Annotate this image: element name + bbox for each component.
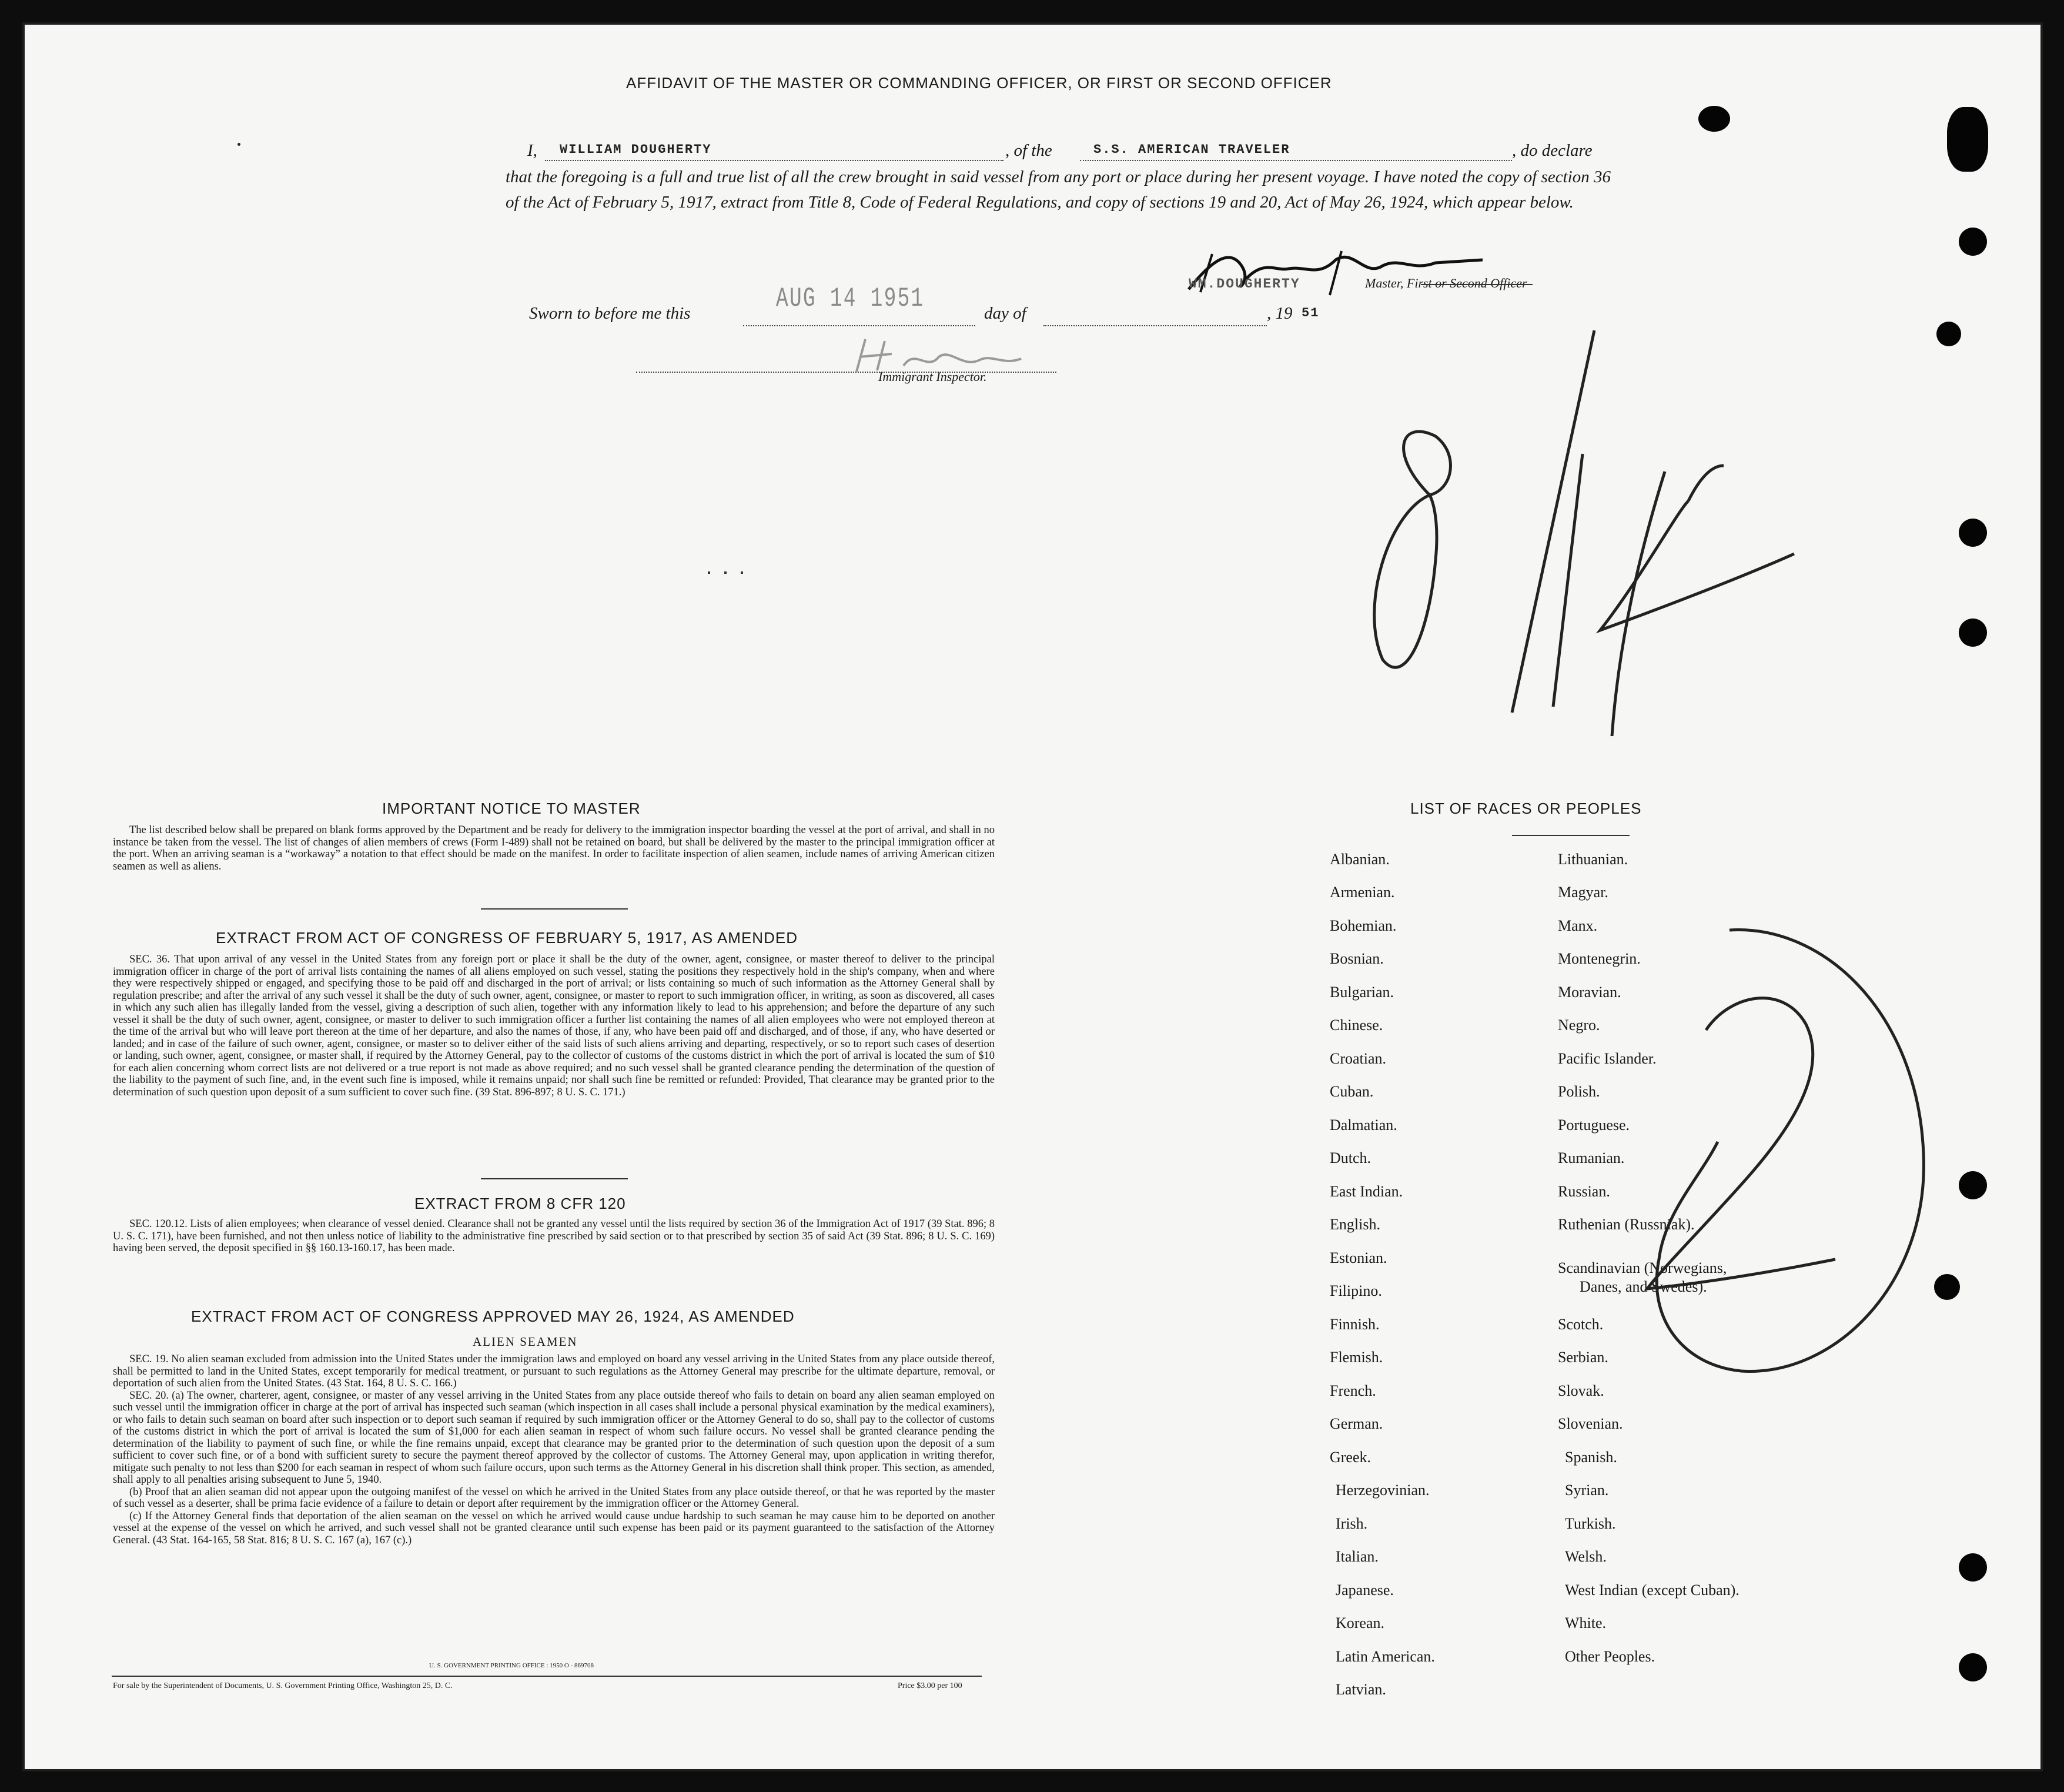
race-item: Bulgarian. — [1330, 984, 1394, 1001]
affidavit-title: AFFIDAVIT OF THE MASTER OR COMMANDING OFFICER, OR FIRST OR SECOND OFFICER — [626, 74, 1332, 92]
race-item: Bohemian. — [1330, 917, 1397, 934]
race-item: Danes, and Swedes). — [1580, 1278, 1707, 1295]
punch-hole — [1936, 322, 1961, 346]
race-item: Serbian. — [1558, 1349, 1608, 1366]
race-item: Rumanian. — [1558, 1149, 1625, 1166]
handwritten-circled-number — [1612, 907, 1941, 1389]
date-stamp: AUG 14 1951 — [776, 283, 925, 314]
race-item: Slovak. — [1558, 1382, 1604, 1399]
for-sale-note: For sale by the Superintendent of Documents, U. S. Government Printing Office, Washington 25, D. C. — [113, 1681, 453, 1690]
punch-hole — [1959, 1653, 1987, 1681]
speck — [741, 571, 743, 574]
signature-typed: WM.DOUGHERTY — [1189, 276, 1300, 292]
footer-rule — [112, 1676, 982, 1677]
race-item: Latin American. — [1336, 1648, 1435, 1665]
race-item: Dalmatian. — [1330, 1116, 1397, 1134]
race-item: French. — [1330, 1382, 1376, 1399]
extract-1924-text: SEC. 19. No alien seaman excluded from admission into the United States under the immigration laws and employed on board any vessel arriving in the United States from any place outside thereof, shall be permitted to land in the United States, except temporarily for medical treatment, or pursuant to such regulations as the Attorney General may prescribe for the ultimate departure, removal, or deportation of such alien from the United States. (43 Stat. 164, 8 U. S. C. 166.) SEC. 20. (a) The owner, charterer, agent, consignee, or master of any vessel arriving in the United States from any place outside thereof who fails to detain on board any alien seaman employed on such vessel until the immigration officer in charge at the port of arrival has inspected such seaman (which inspection in all cases shall include a personal physical examination by the medical examiners), or who fails to detain such seaman on board after such inspection or to deport such seaman if required by such immigration officer or the Attorney General to do so, shall pay to the collector of customs of the customs district in which the port of arrival is located the sum of $1,000 for each alien seaman in respect of whom such failure occurs. No vessel shall be granted clearance pending the determination of the liability to payment of such fine, or while the fine remains unpaid, except that clearance may be granted prior to the determination of such question upon the deposit of a sum sufficient to cover such fine, or of a bond with sufficient surety to secure the payment thereof approved by the collector of customs. The Attorney General may, upon application in writing therefor, mitigate such penalty to not less than $200 for each seaman in respect of whom such failure occurs, upon such terms as the Attorney General in his discretion shall think proper. This section, as amended, shall apply to all penalties arising subsequent to June 5, 1940. (b) Proof that an alien seaman did not appear upon the outgoing manifest of the vessel on which he arrived in the United States from any place outside thereof, or that he was reported by the master of such vessel as a deserter, shall be prima facie evidence of a failure to detain or deport after requirement by the immigration officer or the Attorney General. (c) If the Attorney General finds that deportation of the alien seaman on the vessel on which he arrived would cause undue hardship to such seaman he may cause him to be deported on another vessel at the expense of the vessel on which he arrived, and such vessel shall not be granted clearance until such expense has been paid or its payment guaranteed to the satisfaction of the Attorney General. (43 Stat. 164-165, 58 Stat. 816; 8 U. S. C. 167 (a), 167 (c).) — [113, 1353, 995, 1546]
rule-2 — [481, 1178, 628, 1179]
punch-hole — [1959, 1171, 1987, 1199]
strike-line — [1421, 284, 1533, 285]
day-of-label: day of — [984, 304, 1026, 323]
race-item: Latvian. — [1336, 1681, 1386, 1698]
race-item: Flemish. — [1330, 1349, 1383, 1366]
vessel-name: S.S. AMERICAN TRAVELER — [1093, 142, 1290, 157]
do-declare-label: , do declare — [1512, 141, 1593, 160]
race-item: West Indian (except Cuban). — [1565, 1582, 1739, 1599]
race-item: Manx. — [1558, 917, 1598, 934]
race-item: Negro. — [1558, 1017, 1600, 1034]
race-item: Russian. — [1558, 1183, 1610, 1200]
handwritten-number — [1336, 301, 1865, 748]
race-item: English. — [1330, 1216, 1380, 1233]
punch-hole — [1934, 1274, 1960, 1300]
notice-text: The list described below shall be prepared on blank forms approved by the Department and be ready for delivery to the immigration inspector boarding the vessel at the port of arrival, and shall in no instance be taken from the vessel. The list of changes of alien members of crews (Form I-489) shall not be retained on board, but shall be delivered by the master to the principal immigration officer at the port. When an arriving seaman is a “workaway” a notation to that effect should be made on the manifest. In order to facilitate inspection of alien seamen, include names of arriving American citizen seamen as well as aliens. — [113, 824, 995, 872]
rule-1 — [481, 908, 628, 910]
race-item: Syrian. — [1565, 1482, 1609, 1499]
race-item: Welsh. — [1565, 1548, 1607, 1565]
race-item: Ruthenian (Russniak). — [1558, 1216, 1695, 1233]
inspector-label: Immigrant Inspector. — [878, 369, 987, 384]
month-line — [1043, 304, 1267, 326]
race-item: Other Peoples. — [1565, 1648, 1655, 1665]
speck — [708, 571, 710, 574]
race-item: White. — [1565, 1614, 1607, 1631]
race-item: Italian. — [1336, 1548, 1379, 1565]
extract-1924-title: EXTRACT FROM ACT OF CONGRESS APPROVED MAY 26, 1924, AS AMENDED — [191, 1308, 795, 1325]
punch-hole — [1698, 106, 1730, 132]
race-item: Korean. — [1336, 1614, 1385, 1631]
race-item: Greek. — [1330, 1449, 1371, 1466]
races-title: LIST OF RACES OR PEOPLES — [1410, 800, 1642, 817]
race-item: Chinese. — [1330, 1017, 1383, 1034]
punch-hole — [1959, 618, 1987, 647]
race-item: Croatian. — [1330, 1050, 1387, 1067]
race-item: Armenian. — [1330, 884, 1395, 901]
signer-role: Master, First or Second Officer — [1365, 276, 1527, 290]
speck — [237, 143, 240, 146]
price-note: Price $3.00 per 100 — [898, 1681, 962, 1690]
master-name: WILLIAM DOUGHERTY — [560, 142, 712, 157]
year-suffix: 51 — [1302, 306, 1320, 320]
affidavit-body: that the foregoing is a full and true list of all the crew brought in said vessel from any port or place during her present voyage. I have noted the copy of section 36 of the Act of February 5, 1917, extract from Title 8, Code of Federal Regulations, and copy of sections 19 and 20, Act of May 26, 1924, which appear below. — [506, 168, 1611, 212]
punch-hole — [1959, 1553, 1987, 1582]
extract-cfr-text: SEC. 120.12. Lists of alien employees; when clearance of vessel denied. Clearance shall not be granted any vessel until the lists required by section 36 of the Immigration Act of 1917 (39 Stat. 896; 8 U. S. C. 171), have been furnished, and not then unless notice of liability to the administrative fine prescribed by said section or to that prescribed by section 35 of said Act (39 Stat. 896; 8 U. S. C. 169) having been served, the deposit specified in §§ 160.13-160.17, has been made. — [113, 1218, 995, 1254]
speck — [724, 571, 727, 574]
race-item: Turkish. — [1565, 1515, 1616, 1532]
race-item: German. — [1330, 1415, 1383, 1432]
race-item: Estonian. — [1330, 1249, 1387, 1266]
race-item: Pacific Islander. — [1558, 1050, 1657, 1067]
race-item: Moravian. — [1558, 984, 1621, 1001]
race-item: Herzegovinian. — [1336, 1482, 1430, 1499]
race-item: East Indian. — [1330, 1183, 1403, 1200]
year-prefix: , 19 — [1267, 304, 1293, 323]
master-signature — [1177, 236, 1530, 307]
extract-1917-title: EXTRACT FROM ACT OF CONGRESS OF FEBRUARY 5, 1917, AS AMENDED — [216, 929, 798, 947]
race-item: Spanish. — [1565, 1449, 1617, 1466]
sworn-label: Sworn to before me this — [529, 304, 691, 323]
punch-hole — [1959, 228, 1987, 256]
alien-seamen-subtitle: ALIEN SEAMEN — [473, 1335, 578, 1349]
document-page — [22, 22, 2043, 1771]
race-item: Albanian. — [1330, 851, 1390, 868]
races-rule — [1512, 835, 1630, 836]
i-label: I, — [527, 141, 537, 160]
race-item: Portuguese. — [1558, 1116, 1630, 1134]
extract-cfr-title: EXTRACT FROM 8 CFR 120 — [414, 1195, 626, 1212]
extract-1917-text: SEC. 36. That upon arrival of any vessel in the United States from any foreign port or place it shall be the duty of the owner, agent, consignee, or master thereof to deliver to the principal immigration officer in charge of the port of arrival lists containing the names of all aliens employed on such vessel, stating the positions they respectively hold in the ship's company, when and where they were respectively shipped or engaged, and specifying those to be paid off and discharged in the port of arrival; or lists containing so much of such information as the Attorney General shall by regulation prescribe; and after the arrival of any such vessel it shall be the duty of such owner, agent, consignee, or master to report to such immigration officer, in writing, as soon as discovered, all cases in which any such alien has illegally landed from the vessel, giving a description of such alien, together with any information likely to lead to his apprehension; and before the departure of any such vessel it shall be the duty of such owner, agent, consignee, or master to deliver to such immigration officer a further list containing the names of all alien employees who were not employed thereon at the time of the arrival but who will leave port thereon at the time of her departure, and also the names of those, if any, who have been paid off and discharged, and of those, if any, who have deserted or landed; and in case of the failure of such owner, agent, consignee, or master so to deliver either of the said lists of such aliens arriving and departing, respectively, or so to report such cases of desertion or landing, such owner, agent, consignee, or master shall, if required by the Attorney General, pay to the collector of customs of the customs district in which the port of arrival is located the sum of $10 for each alien concerning whom correct lists are not delivered or a true report is not made as above required; and no such vessel shall be granted clearance pending the determination of the question of the liability to the payment of such fine, and, in the event such fine is imposed, while it remains unpaid; nor shall such fine be remitted or refunded: Provided, That clearance may be granted prior to the determination of such question upon deposit of a sum sufficient to cover such fine. (39 Stat. 896-897; 8 U. S. C. 171.) — [113, 954, 995, 1098]
race-item: Bosnian. — [1330, 950, 1384, 967]
race-item: Japanese. — [1336, 1582, 1394, 1599]
race-item: Lithuanian. — [1558, 851, 1628, 868]
notice-title: IMPORTANT NOTICE TO MASTER — [382, 800, 641, 817]
race-item: Slovenian. — [1558, 1415, 1623, 1432]
race-item: Scandinavian (Norwegians, — [1558, 1259, 1727, 1276]
race-item: Dutch. — [1330, 1149, 1371, 1166]
of-the-label: , of the — [1005, 141, 1052, 160]
punch-hole — [1959, 519, 1987, 547]
race-item: Finnish. — [1330, 1316, 1380, 1333]
gpo-note: U. S. GOVERNMENT PRINTING OFFICE : 1950 O - 869708 — [429, 1662, 594, 1669]
race-item: Filipino. — [1330, 1282, 1382, 1299]
race-item: Montenegrin. — [1558, 950, 1641, 967]
race-item: Irish. — [1336, 1515, 1368, 1532]
race-item: Cuban. — [1330, 1083, 1374, 1100]
race-item: Magyar. — [1558, 884, 1608, 901]
punch-hole — [1947, 107, 1988, 172]
race-item: Scotch. — [1558, 1316, 1604, 1333]
race-item: Polish. — [1558, 1083, 1600, 1100]
